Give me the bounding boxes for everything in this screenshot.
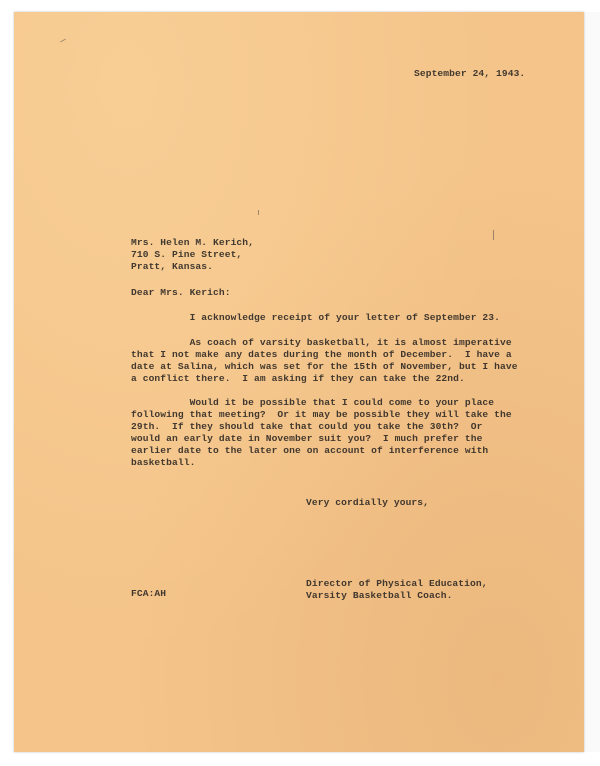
body-line: would an early date in November suit you? I much prefer the xyxy=(131,433,483,444)
body-line: a conflict there. I am asking if they can take the 22nd. xyxy=(131,373,465,384)
body-line: Would it be possible that I could come to your place xyxy=(131,397,495,408)
body-line: following that meeting? Or it may be possible they will take the xyxy=(131,409,512,420)
recipient-name: Mrs. Helen M. Kerich, xyxy=(131,237,255,248)
body-line: basketball. xyxy=(131,457,196,468)
letter-date: September 24, 1943. xyxy=(414,68,526,79)
signature-title: Varsity Basketball Coach. xyxy=(306,590,453,601)
pencil-mark xyxy=(258,210,259,215)
recipient-street: 710 S. Pine Street, xyxy=(131,249,243,260)
body-line: 29th. If they should take that could you take the 30th? Or xyxy=(131,421,483,432)
signature-title: Director of Physical Education, xyxy=(306,578,488,589)
typist-initials: FCA:AH xyxy=(131,588,167,599)
closing: Very cordially yours, xyxy=(306,497,430,508)
recipient-city: Pratt, Kansas. xyxy=(131,261,214,272)
scan-margin xyxy=(584,12,600,752)
salutation: Dear Mrs. Kerich: xyxy=(131,287,231,298)
body-line: that I not make any dates during the month of December. I have a xyxy=(131,349,512,360)
pencil-mark xyxy=(493,230,494,240)
body-line: earlier date to the later one on account of interference with xyxy=(131,445,489,456)
body-line: I acknowledge receipt of your letter of September 23. xyxy=(131,312,501,323)
body-line: As coach of varsity basketball, it is almost imperative xyxy=(131,337,512,348)
body-line: date at Salina, which was set for the 15th of November, but I have xyxy=(131,361,518,372)
